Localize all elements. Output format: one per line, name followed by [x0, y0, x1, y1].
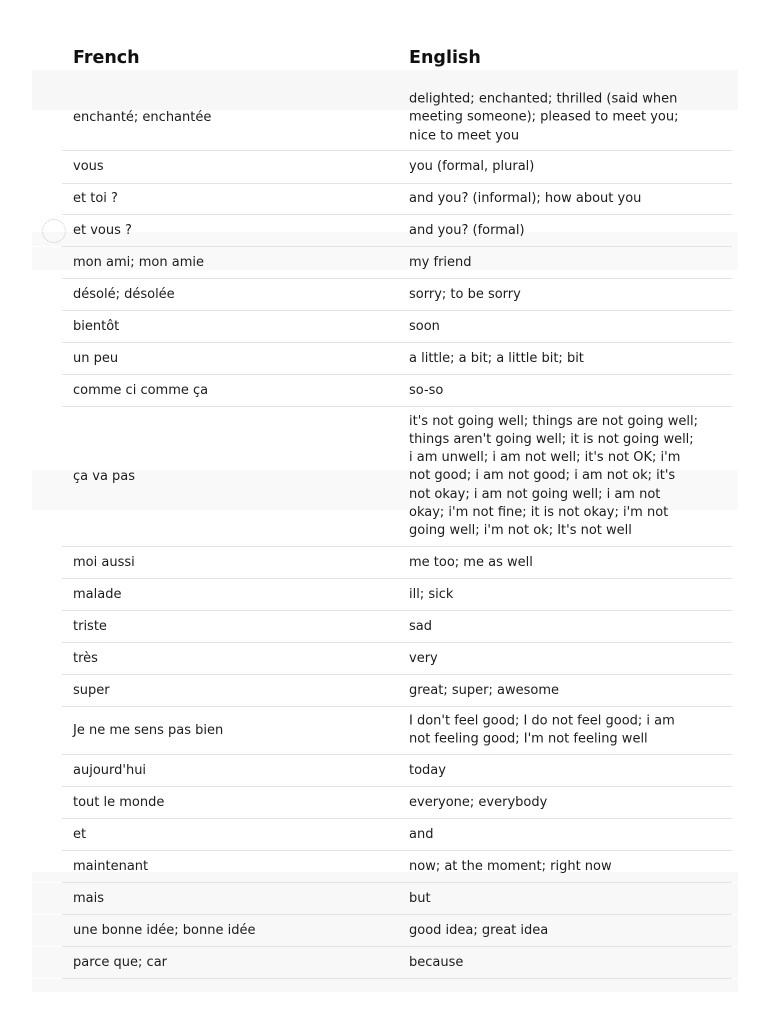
english-translation: it's not going well; things are not going well; things aren't going well; it is not going well; i am unwell; i am not well; it's not OK; i'm not good; i am not good; i am not ok; it's not okay; i am not going well; i am not okay; i'm not fine; it is not okay; i'm not going well; i'm not ok; It's not well [409, 413, 699, 539]
english-translation: you (formal, plural) [409, 158, 535, 174]
english-translation: delighted; enchanted; thrilled (said when meeting someone); pleased to meet you; nice to meet you [409, 91, 679, 144]
french-term: désolé; désolée [73, 286, 175, 302]
english-translation: good idea; great idea [409, 922, 549, 938]
english-translation: but [409, 890, 431, 906]
english-translation: my friend [409, 254, 472, 270]
french-term: bientôt [73, 318, 120, 334]
english-translation: now; at the moment; right now [409, 858, 612, 874]
table-row [0, 675, 768, 707]
table-row [0, 755, 768, 787]
french-term: parce que; car [73, 954, 168, 970]
french-term: super [73, 682, 110, 698]
english-translation: ill; sick [409, 586, 454, 602]
english-translation: because [409, 954, 464, 970]
english-translation: everyone; everybody [409, 794, 548, 810]
table-row [0, 787, 768, 819]
table-row [0, 915, 768, 947]
french-term: comme ci comme ça [73, 382, 209, 398]
english-translation: sad [409, 618, 432, 634]
english-translation: I don't feel good; I do not feel good; i am not feeling good; I'm not feeling well [409, 713, 675, 747]
french-term: enchanté; enchantée [73, 109, 212, 125]
table-header [0, 44, 768, 74]
table-row [0, 86, 768, 151]
table-row [0, 947, 768, 979]
vocabulary-table [0, 86, 768, 979]
french-term: maintenant [73, 858, 149, 874]
english-translation: and you? (formal) [409, 222, 525, 238]
english-translation: soon [409, 318, 440, 334]
table-row [0, 343, 768, 375]
table-row [0, 883, 768, 915]
english-translation: very [409, 650, 438, 666]
table-row [0, 547, 768, 579]
table-row [0, 311, 768, 343]
english-translation: sorry; to be sorry [409, 286, 521, 302]
french-term: Je ne me sens pas bien [73, 722, 224, 738]
table-row [0, 375, 768, 407]
english-translation: today [409, 762, 446, 778]
french-term: triste [73, 618, 107, 634]
table-row [0, 851, 768, 883]
table-row [0, 184, 768, 215]
french-term: un peu [73, 350, 119, 366]
english-translation: me too; me as well [409, 554, 533, 570]
table-row [0, 707, 768, 755]
table-row [0, 819, 768, 851]
french-term: ça va pas [73, 468, 136, 484]
table-row [0, 407, 768, 547]
french-term: très [73, 650, 98, 666]
table-row [0, 579, 768, 611]
table-row [0, 279, 768, 311]
french-term: tout le monde [73, 794, 165, 810]
loading-spinner-icon [42, 219, 66, 243]
english-translation: and you? (informal); how about you [409, 190, 642, 206]
english-translation: great; super; awesome [409, 682, 559, 698]
french-term: une bonne idée; bonne idée [73, 922, 256, 938]
french-term: vous [73, 158, 104, 174]
table-row [0, 247, 768, 279]
french-term: et toi ? [73, 190, 118, 206]
french-term: mon ami; mon amie [73, 254, 204, 270]
french-term: mais [73, 890, 105, 906]
english-translation: a little; a bit; a little bit; bit [409, 350, 584, 366]
french-term: et [73, 826, 87, 842]
french-term: malade [73, 586, 122, 602]
french-term: moi aussi [73, 554, 135, 570]
table-row [0, 643, 768, 675]
table-row [0, 611, 768, 643]
french-column-header: French [73, 48, 140, 68]
table-row [0, 215, 768, 247]
table-row [0, 151, 768, 184]
french-term: et vous ? [73, 222, 132, 238]
english-translation: so-so [409, 382, 444, 398]
english-column-header: English [409, 48, 481, 68]
french-term: aujourd'hui [73, 762, 147, 778]
english-translation: and [409, 826, 434, 842]
